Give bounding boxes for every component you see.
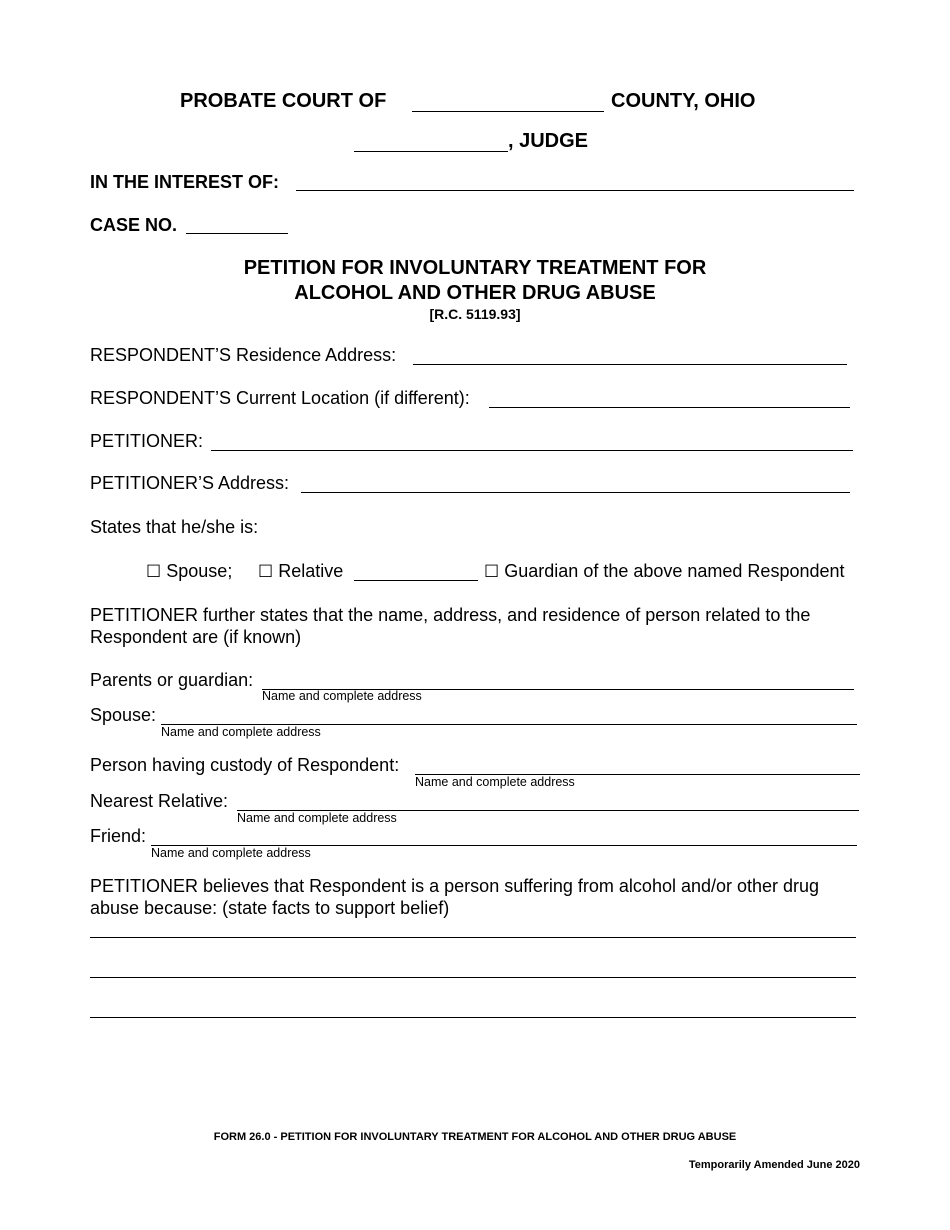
- case-no-blank[interactable]: [186, 233, 288, 234]
- form-title-line2: ALCOHOL AND OTHER DRUG ABUSE: [294, 282, 656, 304]
- relative-checkbox-icon[interactable]: ☐: [258, 562, 274, 582]
- form-title-line1: PETITION FOR INVOLUNTARY TREATMENT FOR: [243, 257, 707, 279]
- belief-line2: abuse because: (state facts to support belief): [90, 898, 450, 918]
- parents-caption: Name and complete address: [262, 689, 422, 703]
- option-relative[interactable]: [258, 561, 343, 582]
- statute-reference: [R.C. 5119.93]: [429, 306, 521, 322]
- petitioner-address-label: PETITIONER’S Address:: [90, 473, 290, 493]
- guardian-option-label: Guardian of the above named Respondent: [504, 561, 845, 581]
- guardian-checkbox-icon[interactable]: ☐: [484, 562, 500, 582]
- court-prefix: PROBATE COURT OF: [180, 90, 387, 112]
- interest-blank[interactable]: [296, 190, 854, 191]
- spouse-caption: Name and complete address: [161, 725, 321, 739]
- petitioner-blank[interactable]: [211, 450, 853, 451]
- custody-caption: Name and complete address: [415, 775, 575, 789]
- judge-blank[interactable]: [354, 151, 508, 152]
- footer-amended: Temporarily Amended June 2020: [688, 1159, 860, 1171]
- relative-blank[interactable]: [354, 580, 478, 581]
- petitioner-label: PETITIONER:: [90, 431, 204, 451]
- spouse-checkbox-icon[interactable]: ☐: [146, 562, 162, 582]
- county-blank[interactable]: [412, 111, 604, 112]
- option-spouse[interactable]: [146, 561, 232, 582]
- current-location-blank[interactable]: [489, 407, 850, 408]
- friend-caption: Name and complete address: [151, 846, 311, 860]
- nearest-relative-caption: Name and complete address: [237, 811, 397, 825]
- belief-answer-line-3[interactable]: [90, 1017, 856, 1018]
- judge-suffix: , JUDGE: [508, 130, 589, 152]
- case-label: CASE NO.: [90, 215, 178, 235]
- parents-label: Parents or guardian:: [90, 670, 254, 690]
- related-intro-line2: Respondent are (if known): [90, 627, 302, 647]
- court-suffix: COUNTY, OHIO: [611, 90, 756, 112]
- nearest-relative-label: Nearest Relative:: [90, 791, 229, 811]
- current-location-label: RESPONDENT’S Current Location (if different):: [90, 388, 470, 408]
- related-intro-line1: PETITIONER further states that the name, address, and residence of person related to the: [90, 605, 811, 625]
- petitioner-address-blank[interactable]: [301, 492, 850, 493]
- spouse-option-label: Spouse;: [166, 561, 233, 581]
- belief-answer-line-2[interactable]: [90, 977, 856, 978]
- states-that-label: States that he/she is:: [90, 517, 259, 537]
- residence-blank[interactable]: [413, 364, 847, 365]
- custody-label: Person having custody of Respondent:: [90, 755, 400, 775]
- footer-form-title: FORM 26.0 - PETITION FOR INVOLUNTARY TREATMENT FOR ALCOHOL AND OTHER DRUG ABUSE: [213, 1131, 737, 1143]
- interest-label: IN THE INTEREST OF:: [90, 172, 279, 192]
- friend-label: Friend:: [90, 826, 147, 846]
- spouse-label: Spouse:: [90, 705, 157, 725]
- option-guardian[interactable]: [484, 561, 845, 582]
- belief-line1: PETITIONER believes that Respondent is a person suffering from alcohol and/or other drug: [90, 876, 820, 896]
- residence-label: RESPONDENT’S Residence Address:: [90, 345, 397, 365]
- relative-option-label: Relative: [278, 561, 344, 581]
- belief-answer-line-1[interactable]: [90, 937, 856, 938]
